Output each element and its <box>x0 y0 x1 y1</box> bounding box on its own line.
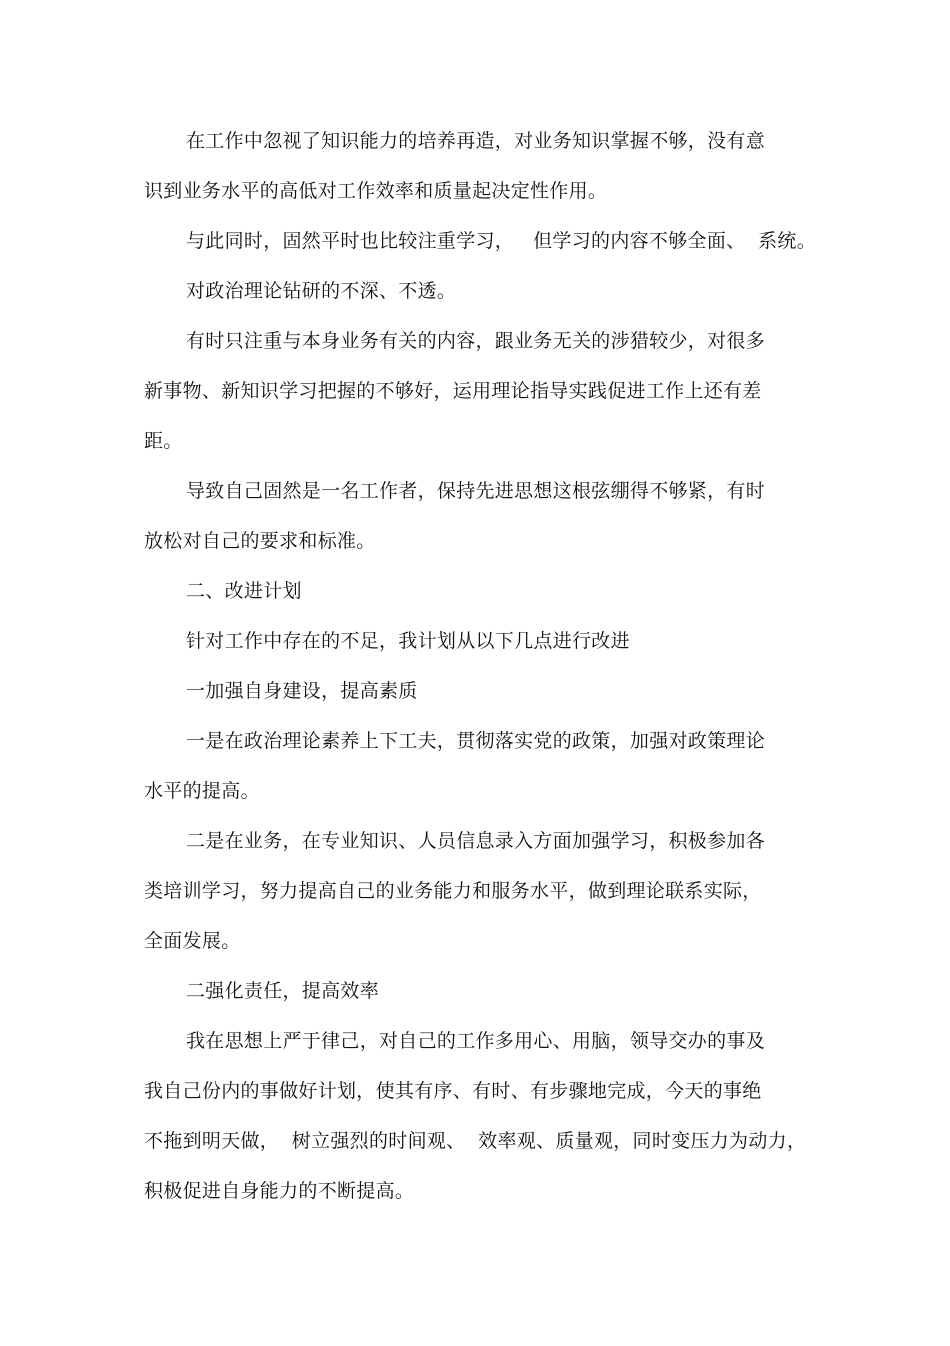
paragraph-line: 识到业务水平的高低对工作效率和质量起决定性作用。 <box>144 180 608 202</box>
paragraph-line: 新事物、新知识学习把握的不够好，运用理论指导实践促进工作上还有差 <box>144 380 762 402</box>
paragraph-line: 不拖到明天做， 树立强烈的时间观、 效率观、质量观，同时变压力为动力， <box>144 1130 807 1152</box>
paragraph-line: 针对工作中存在的不足，我计划从以下几点进行改进 <box>186 630 630 652</box>
paragraph-line: 放松对自己的要求和标准。 <box>144 530 376 552</box>
paragraph-line: 导致自己固然是一名工作者，保持先进思想这根弦绷得不够紧，有时 <box>186 480 766 502</box>
paragraph-line: 积极促进自身能力的不断提高。 <box>144 1180 415 1202</box>
paragraph-line: 与此同时，固然平时也比较注重学习， 但学习的内容不够全面、 系统。 <box>186 230 816 252</box>
paragraph-line: 全面发展。 <box>144 930 241 952</box>
section-heading: 二、改进计划 <box>186 580 302 602</box>
subsection-heading: 一加强自身建设，提高素质 <box>186 680 418 702</box>
paragraph-line: 类培训学习，努力提高自己的业务能力和服务水平，做到理论联系实际， <box>144 880 762 902</box>
subsection-heading: 二强化责任，提高效率 <box>186 980 380 1002</box>
paragraph-line: 我在思想上严于律己，对自己的工作多用心、用脑，领导交办的事及 <box>186 1030 766 1052</box>
paragraph-line: 二是在业务，在专业知识、人员信息录入方面加强学习，积极参加各 <box>186 830 766 852</box>
paragraph-line: 有时只注重与本身业务有关的内容，跟业务无关的涉猎较少，对很多 <box>186 330 766 352</box>
paragraph-line: 距。 <box>144 430 183 452</box>
paragraph-line: 一是在政治理论素养上下工夫，贯彻落实党的政策，加强对政策理论 <box>186 730 766 752</box>
paragraph-line: 我自己份内的事做好计划，使其有序、有时、有步骤地完成，今天的事绝 <box>144 1080 762 1102</box>
paragraph-line: 对政治理论钻研的不深、不透。 <box>186 280 457 302</box>
paragraph-line: 在工作中忽视了知识能力的培养再造，对业务知识掌握不够，没有意 <box>186 130 766 152</box>
paragraph-line: 水平的提高。 <box>144 780 260 802</box>
